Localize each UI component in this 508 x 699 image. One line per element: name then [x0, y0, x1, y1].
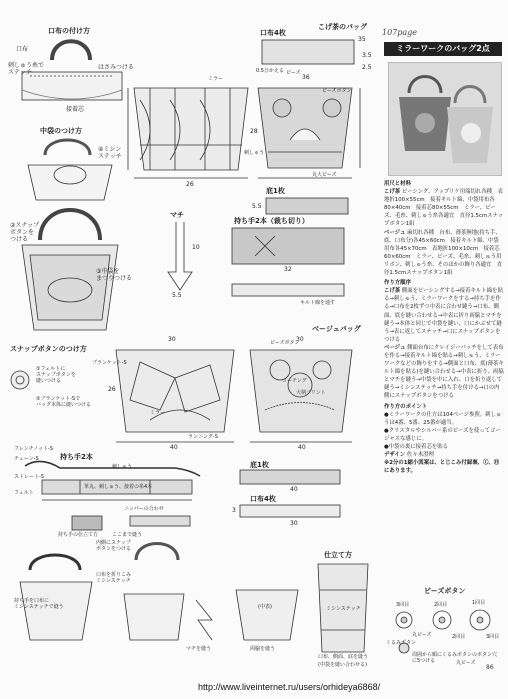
label-nakaomote: (中表) — [258, 604, 272, 610]
bottom-dim: 5.5 — [252, 203, 262, 210]
brown-bag-title: こげ茶のバッグ — [318, 23, 367, 31]
label-round-beads: 丸大ビーズ — [312, 172, 337, 178]
materials-section — [384, 180, 504, 475]
label-couching: コーチング — [282, 378, 307, 384]
materials-beige-text: 麻切れ各種 台布、薄茶無地(持ち手、底、口布分)各45×60cm 接着キルト綿、中袋用布各45×70cm 表地折100×10cm 接着芯60×60cm ミラー、ビーズ、毛糸、刺しゅう用リボン、刺しゅう糸、そのほかの飾り各適宜 直径1.5cmスナップボタン1組 — [384, 229, 503, 277]
brown-bag-back-pattern — [258, 88, 360, 178]
bottom-piece — [266, 198, 348, 214]
watermark-url[interactable]: http://www.liveinternet.ru/users/orhideya6868/ — [198, 682, 381, 692]
bead-label-maru2: 丸ビーズ — [456, 660, 476, 666]
dim-26: 26 — [186, 181, 194, 188]
beige-bag-title: ベージュバッグ — [312, 325, 361, 333]
bags-photo-illustration — [389, 63, 501, 175]
handle-attach-title: 口布の付け方 — [48, 27, 90, 35]
bottom1-label: 底1枚 — [250, 461, 269, 469]
bead-label-4: 2回目 — [452, 634, 466, 640]
steps-beige-text: 側面台布にクレイジーパッチをして表布を作る→接着キルト綿を貼る→刺しゅう、ミラーワークなどの飾りをする→側面と口布、底(薄茶キルト綿を貼る)を縫い合わせる→中表に折り、両脇とマチを縫う→中袋を中に入れ、口を折り返して縫う→ミシンステッチ→持ち手を付ける→口の内側にスナップボタンをつける — [384, 344, 504, 400]
appendix-note: ※2分の1縮小図案は、とじこみ付録裏、Ⓘ、Ⓗにあります。 — [384, 460, 500, 475]
inner-bag-label-snap: ②スナップ ボタンを つける — [10, 222, 40, 243]
beige-dim-26: 26 — [108, 386, 116, 393]
bead-label-2: 2回目 — [434, 602, 448, 608]
dim-3-5: 3.5 — [362, 52, 372, 59]
steps-brown-name: こげ茶 — [384, 288, 401, 295]
dim-35: 35 — [358, 36, 366, 43]
point-1: ●ミラーワークの仕方は104ページ参照。刺しゅうは4番、5番、25番が適当。 — [384, 411, 502, 426]
label-handle-make: 持ち手の仕立て方 — [58, 532, 99, 538]
label-print: 大柄プリント — [296, 390, 326, 396]
inner-bag-title: 中袋のつけ方 — [40, 127, 82, 135]
bead-button-figures — [396, 610, 490, 653]
bottom-label: 底1枚 — [266, 187, 285, 195]
handle-piece — [232, 228, 344, 264]
bead-label-kurumi: くるみボタン — [386, 640, 417, 646]
snap-label-1: ①フェルトに スナップボタンを 縫いつける — [36, 366, 76, 384]
beige-dim-40a: 40 — [170, 444, 178, 451]
shitate-title: 仕立て方 — [324, 551, 352, 559]
label-leather: 革丸、刺しゅう、接着の糸4本 — [84, 484, 153, 490]
bead-button-note: 周囲から順にくるみボタンのボタン穴に5つける — [412, 652, 498, 664]
handle-dim-32: 32 — [284, 266, 292, 273]
materials-brown-name: こげ茶 — [384, 189, 401, 196]
kuchinuno-strip — [240, 505, 340, 517]
handle-piece-label: 持ち手2本（裁ち切り） — [234, 217, 309, 225]
design-label: デザイン — [384, 452, 406, 459]
handle-label-stitch: 刺しゅう糸で ステッチ — [8, 62, 45, 76]
machi-label: マチ — [170, 211, 184, 219]
snap-label-2: ②ブランケット-Sで バッグ本体に縫いつける — [36, 396, 92, 408]
inner-bag-label-sew: ③中袋を まつりつける — [96, 268, 133, 282]
bead-button-title: ビーズボタン — [424, 587, 466, 595]
note-snap-inside: 内側にスナップ ボタンをつける — [96, 540, 132, 552]
beige-bag-front-pattern — [116, 350, 234, 442]
kuchinuno2-dim-3: 3 — [232, 507, 236, 514]
point-3: ●中袋の裏に接着芯を貼る — [384, 444, 449, 450]
points-head: 作り方のポイント — [384, 403, 428, 410]
handle-detail-title: 持ち手2本 — [60, 453, 93, 461]
steps-brown-text: 側面をピーシングする→接着キルト綿を貼る→刺しゅう、ミラーワークをする→持ち手を作る→口布を2枚ずつ中表に合わせ縫う→口布、側面、底を縫い合わせる→中表に折り両脇とマチを縫う→本体と同じで中袋を縫い、口にかぶせて縫う→表に返してステッチ→口にスナップボタンをつける — [384, 288, 503, 343]
materials-brown-text: ビーシング、アップリケ用端切れ各種 表地折100×55cm 接着キルト綿、中袋用布各80×40cm 接着芯80×55cm ミラー、ビーズ、毛糸、刺しゅう糸各適宜 直径1.5cmスナップボタン1組 — [384, 189, 504, 228]
handle-label-kuchinuno: 口布 — [16, 46, 29, 53]
beige-dim-30b: 30 — [296, 336, 304, 343]
label-beads: ビーズ — [286, 70, 301, 76]
kuchinuno2-label: 口布4枚 — [250, 495, 276, 503]
assembly-sequence — [20, 555, 368, 652]
label-kuchinuno-sew: 口布、側面、底を縫う — [318, 654, 369, 660]
inner-bag-label-stitch: ④ミシン ステッチ — [98, 146, 122, 160]
label-chain: チェーン-S — [14, 456, 39, 462]
label-hikaeru: 0.5ひかえる — [256, 68, 284, 74]
designer: 佐々木澄理 — [406, 452, 434, 459]
label-beige-bead-button: ビーズボタン — [270, 340, 300, 346]
machi-dim-10: 10 — [192, 244, 200, 251]
bead-label-1: 3回目 — [396, 602, 410, 608]
bead-label-maru1: 丸ビーズ — [412, 632, 432, 638]
bottom-strip — [240, 470, 340, 484]
machi-figure — [168, 222, 192, 290]
bead-label-5: 3回目 — [486, 634, 500, 640]
note-handle-stitch: 持ち手を口布に ミシンステッチで縫う — [14, 598, 64, 610]
label-machi-sew: マチを縫う — [186, 646, 212, 652]
label-sew-here: ここまで縫う — [112, 532, 143, 538]
page-title: ミラーワークのバッグ2点 — [384, 42, 502, 56]
label-ryowaki: 両脇を縫う — [250, 646, 276, 652]
beige-bag-back-pattern — [250, 350, 352, 442]
label-running-s: ランニング-S — [188, 434, 218, 440]
note-fold-stitch: 口布を折りこみ ミシンステッチ — [96, 572, 132, 584]
beige-dim-40b: 40 — [298, 444, 306, 451]
label-nakabukuro: (中袋を縫い合わせる) — [318, 662, 367, 668]
steps-beige-name: ベージュ — [384, 344, 406, 351]
dim-28: 28 — [250, 128, 258, 135]
dim-36: 36 — [302, 74, 310, 81]
bottom1-dim: 40 — [290, 486, 298, 493]
dim-2-5: 2.5 — [362, 64, 372, 71]
snap-button-icon — [11, 371, 29, 389]
label-handle-embroidery: 刺しゅう — [112, 464, 133, 470]
bags-photo — [388, 62, 502, 176]
label-mirror: ミラー — [208, 76, 224, 82]
label-embroidery: 刺しゅう — [244, 150, 265, 156]
label-bead-button: ビーズボタン — [322, 88, 352, 94]
point-2: ●クリスタルやシルバー系のビーズを使ってゴージャスな感じに。 — [384, 427, 501, 442]
materials-head: 用尺と材料 — [384, 181, 411, 187]
handle-label-interfacing: 接着芯 — [66, 106, 85, 113]
label-nipper: ニッパーの合わせ — [124, 506, 164, 512]
kuchinuno2-dim-30: 30 — [290, 520, 298, 527]
page-number: 86 — [486, 664, 494, 671]
snap-title: スナップボタンのつけ方 — [10, 345, 87, 353]
label-blanket-s: ブランケット-S — [92, 360, 127, 366]
label-beige-mirror: ミラー — [150, 410, 166, 416]
beige-dim-30a: 30 — [168, 336, 176, 343]
machi-dim-5-5: 5.5 — [172, 292, 182, 299]
page-ref: 107page — [382, 28, 418, 37]
steps-head: 作り方順序 — [384, 280, 411, 287]
label-straight: ストレート-S — [14, 474, 44, 480]
handle-label-clip: はさみつける — [98, 64, 134, 71]
label-felt: フェルト — [14, 490, 34, 496]
kuchinuno-label: 口布4枚 — [260, 29, 286, 37]
handle-quilt-note: キルト線を通す — [300, 300, 335, 306]
materials-beige-name: ベージュ — [384, 229, 406, 236]
label-machine-stitch: ミシンステッチ — [326, 606, 361, 612]
label-french-knot: フレンチノット-S — [14, 446, 53, 452]
bead-label-3: 1回目 — [472, 600, 486, 606]
